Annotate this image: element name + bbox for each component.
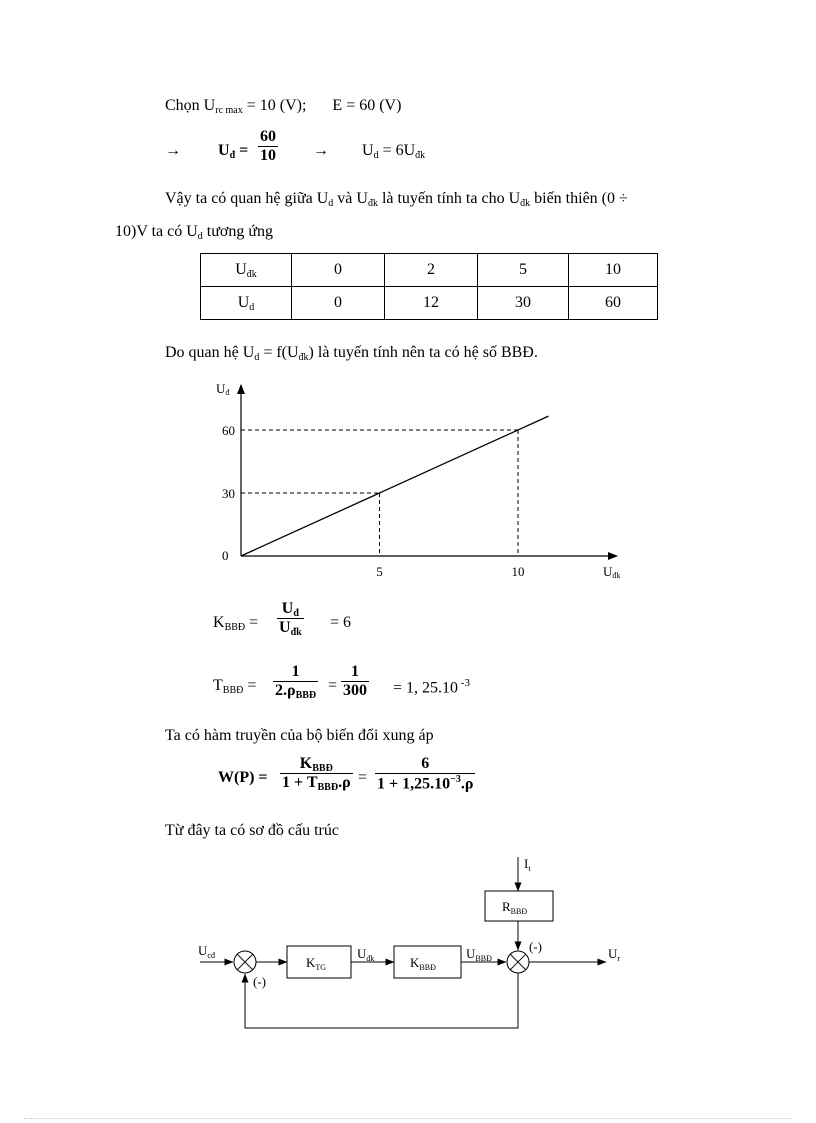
u-r-label: $U_r$ xyxy=(608,946,621,963)
x-tick-label: 10 xyxy=(511,564,525,579)
u-dk-label: $U_{đk}$ xyxy=(357,946,375,963)
kbbd-block xyxy=(394,946,461,978)
minus-sign-2: (-) xyxy=(529,939,542,954)
y-tick-label: 60 xyxy=(222,423,235,438)
rbbd-block xyxy=(485,891,553,921)
series-line-0 xyxy=(241,416,548,556)
page-footer-divider xyxy=(24,1118,792,1119)
x-tick-label: 5 xyxy=(376,564,383,579)
minus-sign-1: (-) xyxy=(253,974,266,989)
line-chon-urc: Chọn $U_{rc max} = 10$ (V); E = 60 (V) xyxy=(165,97,402,116)
u-cd-label: $U_{cđ}$ xyxy=(198,943,215,960)
table-cell: 10 xyxy=(569,254,658,287)
rbbd-label: $R_{BBĐ}$ xyxy=(502,899,528,916)
x-axis-label: Uđk xyxy=(603,564,621,580)
paragraph-bbd-coefficient: Do quan hệ $U_d = f(U_{đk})$ là tuyến tính nên ta có hệ số BBĐ. xyxy=(165,344,538,363)
paragraph-transfer-function: Ta có hàm truyền của bộ biến đổi xung áp xyxy=(165,727,434,744)
ktg-label: $K_{TG}$ xyxy=(306,955,327,972)
table-cell: 5 xyxy=(478,254,569,287)
paragraph-linear-relation-cont: 10)V ta có $U_d$ tương ứng xyxy=(115,223,274,242)
kbbd-label: $K_{BBĐ}$ xyxy=(410,955,436,972)
table-cell: 0 xyxy=(292,254,385,287)
u-bbd-label: $U_{BBĐ}$ xyxy=(466,946,492,963)
table-cell: 2 xyxy=(385,254,478,287)
y-tick-label: 30 xyxy=(222,486,235,501)
origin-label: 0 xyxy=(222,548,229,563)
paragraph-structure-diagram: Từ đây ta có sơ đồ cấu trúc xyxy=(165,822,339,839)
table-cell: 12 xyxy=(385,287,478,320)
i-t-label: $I_t$ xyxy=(524,856,531,873)
ktg-block xyxy=(287,946,351,978)
table-cell: 60 xyxy=(569,287,658,320)
table-head-cell: $U_{đk}$ xyxy=(201,254,292,287)
table-cell: 30 xyxy=(478,287,569,320)
block-diagram xyxy=(0,840,816,1040)
y-axis-label: Uđ xyxy=(216,381,230,397)
paragraph-linear-relation: Vậy ta có quan hệ giữa $U_d$ và $U_{đk}$ là tuyến tính ta cho $U_{đk}$ biến thiên (0 ÷ xyxy=(165,190,628,209)
table-head-cell: $U_d$ xyxy=(201,287,292,320)
table-cell: 0 xyxy=(292,287,385,320)
